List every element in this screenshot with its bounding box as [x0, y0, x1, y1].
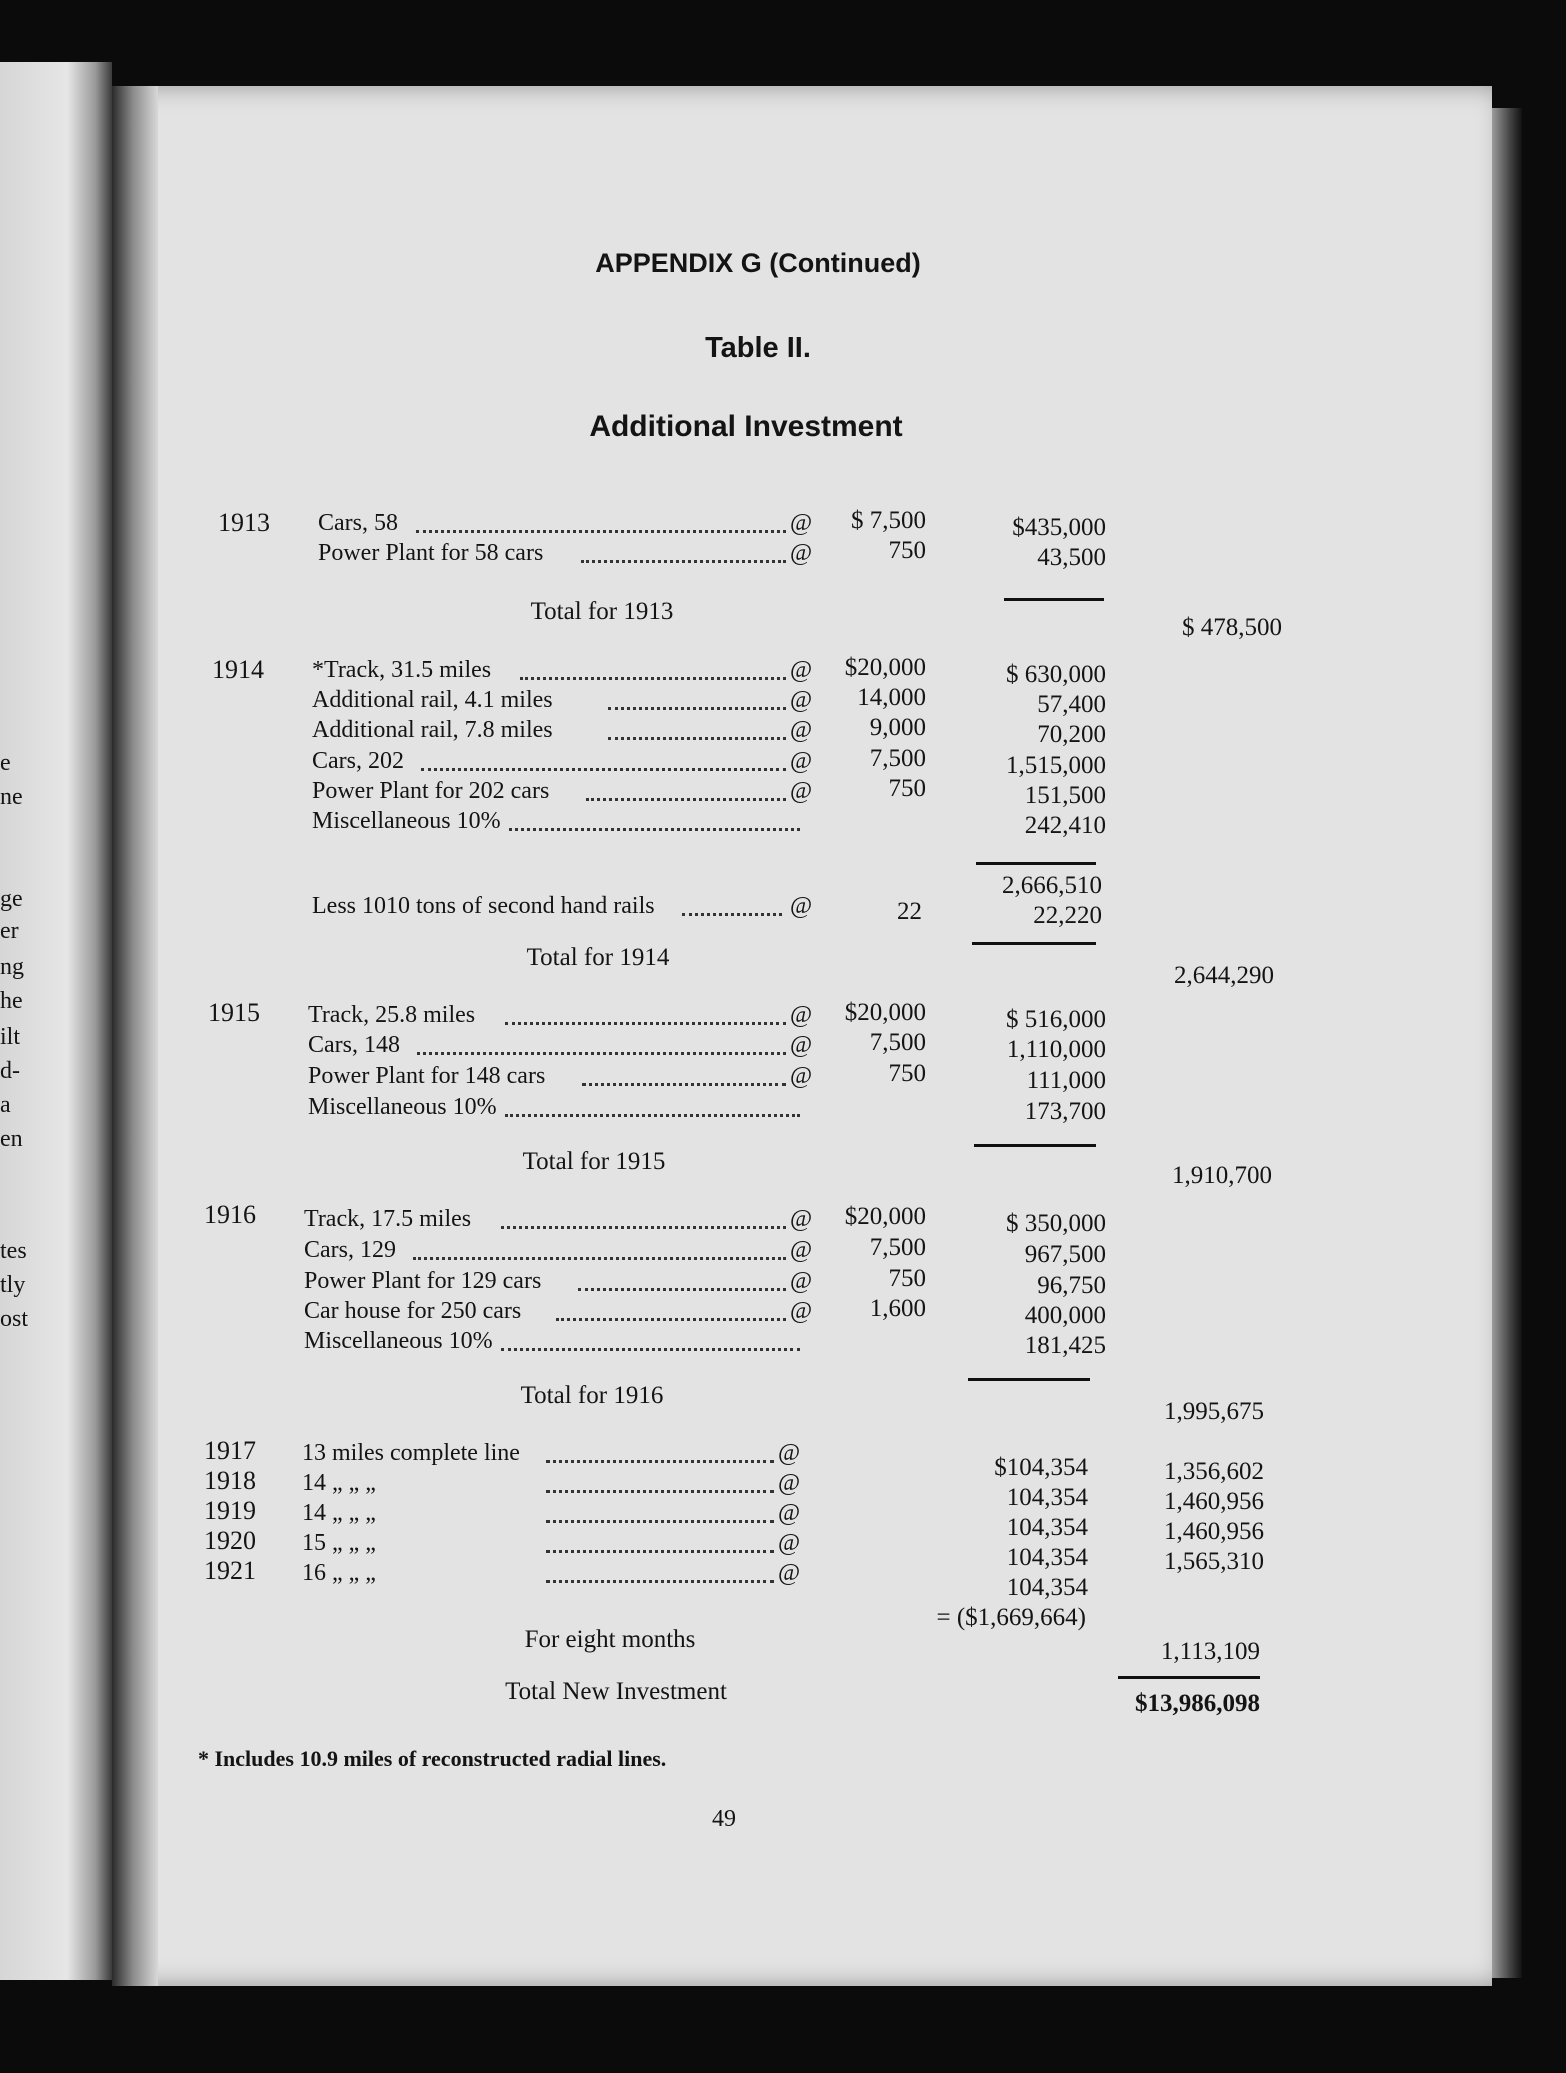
year-label: 1913 [218, 508, 270, 537]
line-item-description: Power Plant for 148 cars [308, 1063, 546, 1089]
line-item-description: Power Plant for 202 cars [312, 778, 550, 804]
left-page-text-fragment: e [0, 750, 11, 776]
year-label: 1917 [204, 1436, 256, 1465]
footnote: * Includes 10.9 miles of reconstructed radial lines. [198, 1746, 667, 1771]
line-item-description: Track, 25.8 miles [308, 1002, 476, 1028]
line-amount: 104,354 [1006, 1544, 1088, 1571]
line-item-description: Miscellaneous 10% [308, 1094, 497, 1120]
year-total: 1,565,310 [1164, 1548, 1264, 1575]
left-page-text-fragment: er [0, 918, 19, 944]
subtotal-rule [1004, 598, 1104, 601]
at-sign: @ [778, 1470, 801, 1496]
eight-months-label: For eight months [524, 1626, 696, 1653]
left-page-text-fragment: he [0, 988, 23, 1014]
at-sign: @ [790, 1298, 813, 1324]
line-item-description: 14 „ „ „ [302, 1470, 376, 1496]
leader-dots [546, 1460, 774, 1463]
line-amount: 151,500 [1024, 782, 1106, 809]
line-amount: 43,500 [1037, 544, 1106, 571]
line-amount: $ 350,000 [1006, 1210, 1106, 1237]
year-label: 1921 [204, 1556, 256, 1585]
line-amount: $ 516,000 [1006, 1006, 1106, 1033]
year-label: 1914 [212, 655, 264, 684]
year-total: 1,460,956 [1164, 1518, 1264, 1545]
left-page-text-fragment: ne [0, 784, 23, 810]
appendix-heading: APPENDIX G (Continued) [595, 248, 921, 278]
year-label: 1916 [204, 1200, 256, 1229]
page-edge [1492, 108, 1522, 1978]
left-page-text-fragment: tly [0, 1272, 26, 1298]
subtotal-rule [974, 1144, 1096, 1147]
at-sign: @ [790, 1237, 813, 1263]
line-amount: $435,000 [1012, 514, 1106, 541]
year-total: 1,910,700 [1172, 1162, 1272, 1189]
at-sign: @ [790, 778, 813, 804]
line-amount: $104,354 [994, 1454, 1088, 1481]
line-amount: 1,515,000 [1006, 752, 1106, 779]
line-item-description: Power Plant for 129 cars [304, 1268, 542, 1294]
line-item-description: 15 „ „ „ [302, 1530, 376, 1556]
unit-rate: $20,000 [844, 654, 926, 681]
total-label: Total for 1915 [522, 1148, 666, 1175]
unit-rate: 7,500 [869, 1029, 926, 1056]
line-amount: 104,354 [1006, 1574, 1088, 1601]
unit-rate: 750 [888, 1265, 926, 1292]
unit-rate: $20,000 [844, 999, 926, 1026]
left-facing-page [0, 62, 112, 1980]
line-amount: 111,000 [1026, 1067, 1106, 1094]
total-label: Total for 1914 [526, 944, 670, 971]
grand-total-label: Total New Investment [505, 1678, 727, 1705]
line-amount: 70,200 [1037, 721, 1106, 748]
at-sign: @ [790, 1063, 813, 1089]
at-sign: @ [790, 540, 813, 566]
unit-rate: 7,500 [869, 745, 926, 772]
page-number: 49 [712, 1806, 736, 1832]
year-total: $ 478,500 [1182, 614, 1282, 641]
line-item-description: 14 „ „ „ [302, 1500, 376, 1526]
line-item-description: Miscellaneous 10% [312, 808, 501, 834]
unit-rate: 7,500 [869, 1234, 926, 1261]
line-item-description: Track, 17.5 miles [304, 1206, 472, 1232]
at-sign: @ [790, 717, 813, 743]
line-amount: 173,700 [1024, 1098, 1106, 1125]
at-sign: @ [790, 687, 813, 713]
leader-dots [505, 1114, 800, 1117]
year-total: 2,644,290 [1174, 962, 1274, 989]
eight-months-total: 1,113,109 [1160, 1638, 1260, 1665]
unit-rate: 9,000 [869, 714, 926, 741]
unit-rate: $20,000 [844, 1203, 926, 1230]
line-amount: 104,354 [1006, 1514, 1088, 1541]
line-amount: 104,354 [1006, 1484, 1088, 1511]
at-sign: @ [778, 1560, 801, 1586]
year-total: 1,995,675 [1164, 1398, 1264, 1425]
eight-year-sum: = ($1,669,664) [936, 1604, 1086, 1631]
left-page-text-fragment: en [0, 1126, 23, 1152]
table-subtitle: Additional Investment [589, 410, 903, 443]
line-amount: 22,220 [1033, 902, 1102, 929]
at-sign: @ [790, 1268, 813, 1294]
line-amount: $ 630,000 [1006, 661, 1106, 688]
at-sign: @ [790, 657, 813, 683]
leader-dots [509, 828, 800, 831]
unit-rate: 14,000 [857, 684, 926, 711]
unit-rate: 22 [897, 898, 922, 925]
at-sign: @ [790, 510, 813, 536]
subtotal-amount: 2,666,510 [1002, 872, 1102, 899]
year-label: 1920 [204, 1526, 256, 1555]
unit-rate: 750 [888, 537, 926, 564]
unit-rate: 750 [888, 1060, 926, 1087]
line-item-description: *Track, 31.5 miles [312, 657, 492, 683]
line-item-description: Cars, 202 [312, 748, 404, 774]
table-heading: Table II. [705, 332, 811, 364]
left-page-text-fragment: ng [0, 954, 24, 980]
line-item-description: Cars, 58 [318, 510, 398, 536]
unit-rate: $ 7,500 [851, 507, 926, 534]
year-total: 1,460,956 [1164, 1488, 1264, 1515]
line-amount: 400,000 [1024, 1302, 1106, 1329]
subtotal-rule [976, 862, 1096, 865]
line-amount: 242,410 [1024, 812, 1106, 839]
year-label: 1919 [204, 1496, 256, 1525]
line-item-description: Additional rail, 7.8 miles [312, 717, 553, 743]
line-amount: 57,400 [1037, 691, 1106, 718]
subtotal-rule [968, 1378, 1090, 1381]
grand-total: $13,986,098 [1135, 1690, 1260, 1717]
line-amount: 1,110,000 [1006, 1036, 1106, 1063]
leader-dots [546, 1490, 774, 1493]
line-item-description: Cars, 148 [308, 1032, 400, 1058]
line-amount: 181,425 [1024, 1332, 1106, 1359]
unit-rate: 750 [888, 775, 926, 802]
left-page-text-fragment: d- [0, 1058, 20, 1084]
line-amount: 967,500 [1024, 1241, 1106, 1268]
at-sign: @ [778, 1530, 801, 1556]
line-item-description: 16 „ „ „ [302, 1560, 376, 1586]
line-item-description: Additional rail, 4.1 miles [312, 687, 553, 713]
left-page-text-fragment: tes [0, 1238, 27, 1264]
left-page-text-fragment: a [0, 1092, 11, 1118]
year-label: 1915 [208, 998, 260, 1027]
left-page-text-fragment: ilt [0, 1024, 21, 1050]
left-page-text-fragment: ost [0, 1306, 29, 1332]
leader-dots [546, 1520, 774, 1523]
less-description: Less 1010 tons of second hand rails [312, 893, 655, 919]
at-sign: @ [790, 1032, 813, 1058]
leader-dots [546, 1550, 774, 1553]
line-amount: 96,750 [1037, 1272, 1106, 1299]
leader-dots [501, 1348, 800, 1351]
at-sign: @ [778, 1500, 801, 1526]
unit-rate: 1,600 [869, 1295, 926, 1322]
total-label: Total for 1916 [520, 1382, 664, 1409]
year-total: 1,356,602 [1164, 1458, 1264, 1485]
year-label: 1918 [204, 1466, 256, 1495]
at-sign: @ [790, 1002, 813, 1028]
line-item-description: Power Plant for 58 cars [318, 540, 544, 566]
at-sign: @ [790, 1206, 813, 1232]
leader-dots [546, 1580, 774, 1583]
at-sign: @ [778, 1440, 801, 1466]
line-item-description: Miscellaneous 10% [304, 1328, 493, 1354]
line-item-description: 13 miles complete line [302, 1440, 520, 1466]
at-sign: @ [790, 893, 813, 919]
grand-total-rule [1118, 1676, 1260, 1679]
line-item-description: Cars, 129 [304, 1237, 396, 1263]
at-sign: @ [790, 748, 813, 774]
total-label: Total for 1913 [530, 598, 674, 625]
line-item-description: Car house for 250 cars [304, 1298, 522, 1324]
left-page-text-fragment: ge [0, 886, 23, 912]
